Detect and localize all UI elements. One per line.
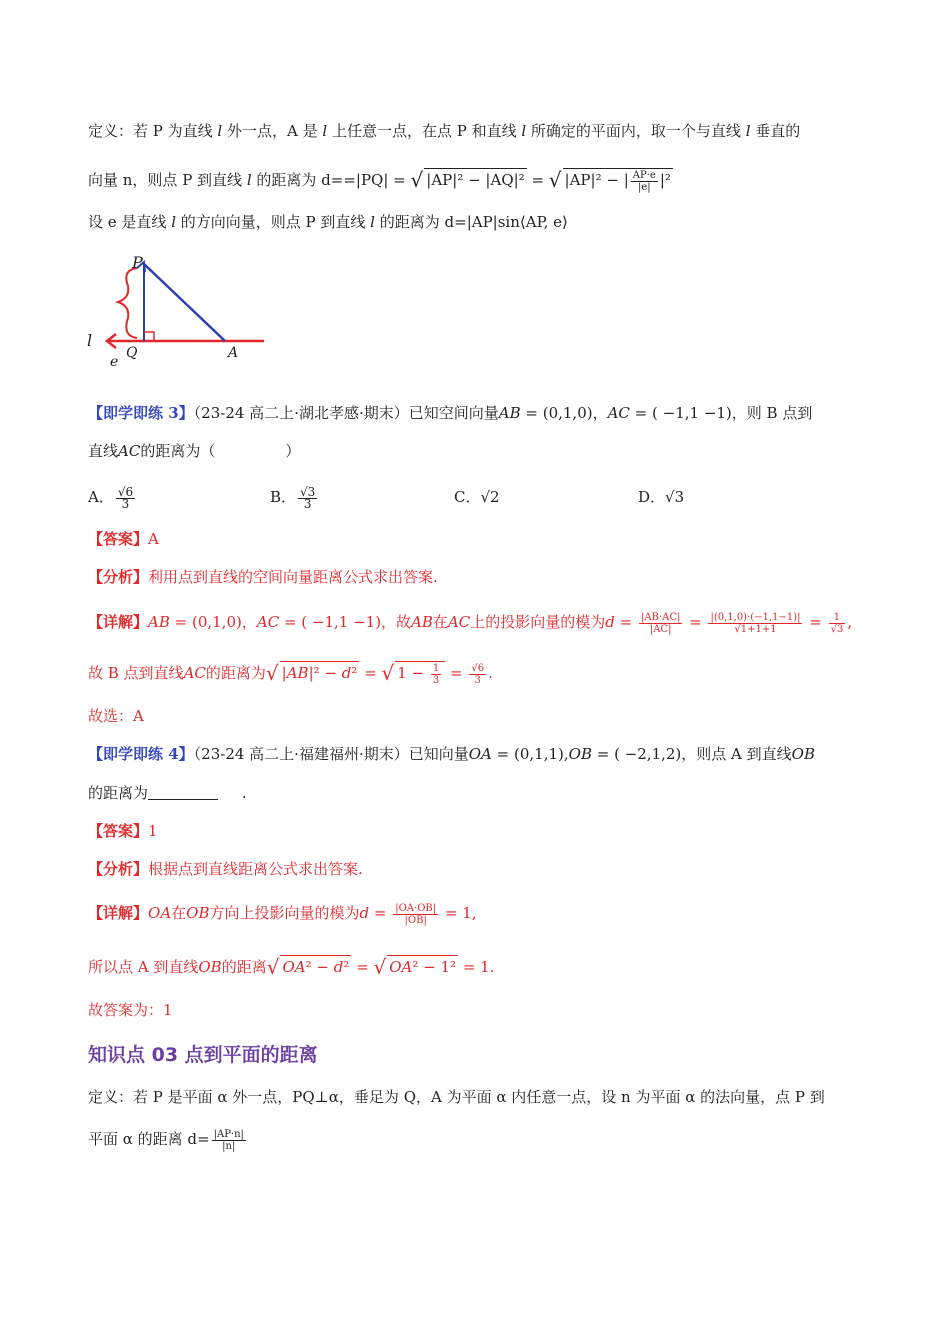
ex3-tag: 【即学即练 3】	[88, 404, 194, 422]
ex3-question-line-2: 直线AC的距离为（ ）	[88, 442, 301, 460]
brace-mark	[118, 268, 137, 338]
ex3-option-a[interactable]: A． $\frac{√6}{3}$	[88, 484, 134, 511]
ex4-question-line-2: 的距离为 .	[88, 784, 247, 802]
section3-line-1: 定义：若 P 是平面 α 外一点，PQ⊥α，垂足为 Q，A 为平面 α 内任意一点，设 n 为平面 α 的法向量，点 P 到	[88, 1088, 825, 1106]
right-angle-mark	[144, 332, 154, 341]
definition-line-2: 向量 n，则点 P 到直线 l 的距离为 d==|PQ| = √ |AP|² − |AQ|² = √ |AP|² − | $\frac{AP\cdot e}{|e|}$ |²	[88, 168, 671, 193]
ex3-answer: 【答案】A	[88, 530, 159, 548]
ex3-final: 故选：A	[88, 707, 144, 725]
ex3-detail-line-2: 故 B 点到直线AC的距离为√ |AB|² − d² = √ 1 − $\frac{1}{3}$ = $\frac{√6}{3}$ .	[88, 661, 493, 686]
segment-pa	[144, 264, 225, 341]
definition-line-3: 设 e 是直线 l 的方向向量，则点 P 到直线 l 的距离为 d=|AP|sin⟨AP, e⟩	[88, 213, 568, 231]
ex3-question-line-1: 【即学即练 3】（23-24 高二上·湖北孝感·期末）已知空间向量AB = (0,1,0)，AC = ( −1,1 −1)，则 B 点到	[88, 404, 813, 422]
ex3-option-c[interactable]: C．√2	[454, 488, 500, 506]
ex4-tag: 【即学即练 4】	[88, 745, 194, 763]
ex4-detail-line-1: 【详解】OA在OB方向上投影向量的模为d = $\frac{|OA\cdot OB|}{|OB|}$ = 1,	[88, 902, 477, 926]
ex3-option-d[interactable]: D．√3	[638, 488, 685, 506]
definition-line-1: 定义：若 P 为直线 l 外一点，A 是 l 上任意一点，在点 P 和直线 l 所确定的平面内，取一个与直线 l 垂直的	[88, 122, 801, 140]
label-p: P	[132, 253, 143, 272]
ex3-option-b[interactable]: B． $\frac{√3}{3}$	[270, 484, 316, 511]
ex3-analysis: 【分析】利用点到直线的空间向量距离公式求出答案.	[88, 568, 438, 586]
ex4-analysis: 【分析】根据点到直线距离公式求出答案.	[88, 860, 363, 878]
ex4-answer: 【答案】1	[88, 822, 158, 840]
label-q: Q	[126, 345, 138, 361]
ex4-final: 故答案为：1	[88, 1001, 173, 1019]
ex4-question-line-1: 【即学即练 4】（23-24 高二上·福建福州·期末）已知向量OA = (0,1,1),OB = ( −2,1,2)，则点 A 到直线OB	[88, 745, 815, 763]
answer-blank[interactable]	[148, 785, 218, 800]
ex3-detail-line-1: 【详解】AB = (0,1,0)，AC = ( −1,1 −1)，故AB在AC上的投影向量的模为d = $\frac{|AB\cdot AC|}{|AC|}$ = $\frac{|(0,1,0)\cdot(-1,1-1)|}{√1+1+1}$ = $\frac{1}{√3}$ ,	[88, 611, 853, 635]
ex4-detail-line-2: 所以点 A 到直线OB的距离√ OA² − d² = √ OA² − 1² = 1.	[88, 955, 495, 979]
section-heading: 知识点 03 点到平面的距离	[88, 1044, 318, 1066]
point-line-distance-diagram	[82, 250, 282, 372]
label-l: l	[87, 331, 93, 350]
label-a: A	[228, 345, 239, 361]
label-e: e	[110, 354, 119, 370]
section3-line-2: 平面 α 的距离 d= $\frac{|AP\cdot n|}{|n|}$	[88, 1128, 244, 1152]
